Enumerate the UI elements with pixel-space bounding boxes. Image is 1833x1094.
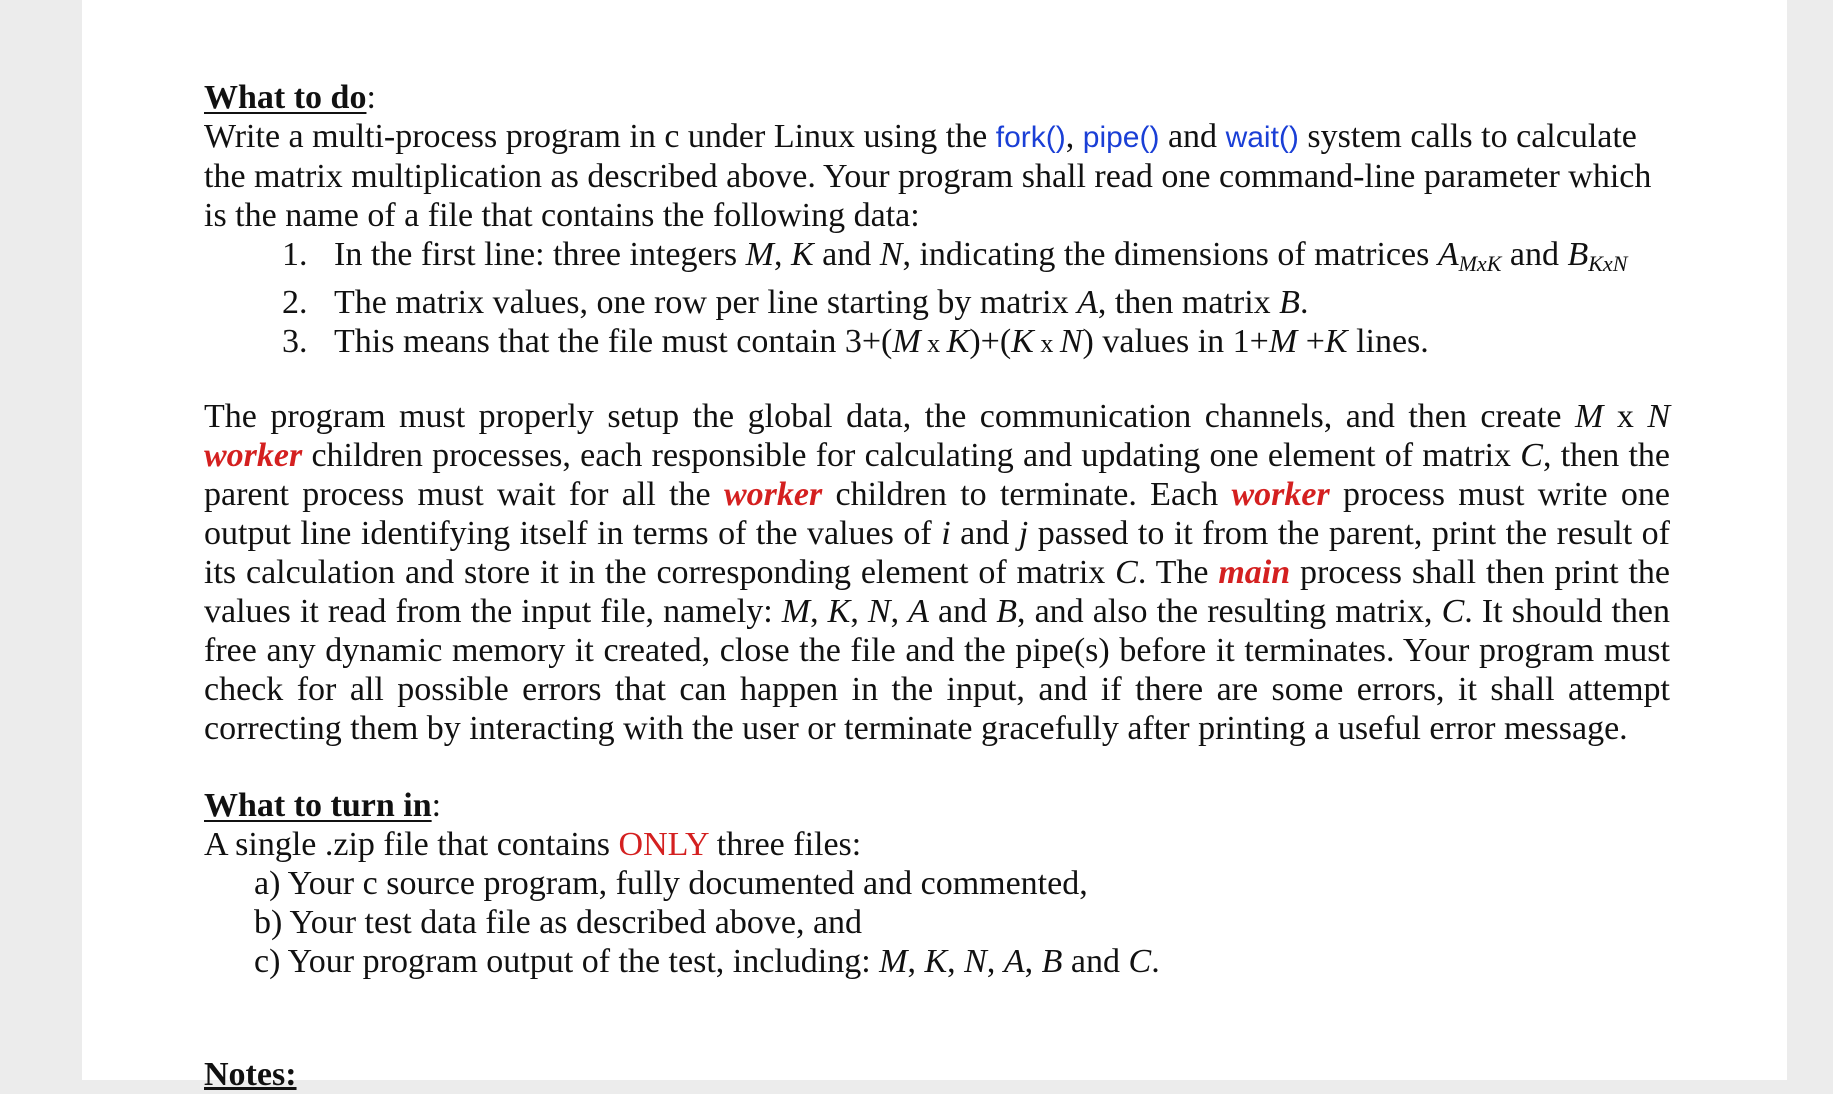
item-text: .: [1299, 284, 1309, 321]
para-text: ,: [850, 593, 868, 630]
var-A: A: [1077, 284, 1098, 321]
list-item: b) Your test data file as described above, and: [254, 904, 863, 941]
times-sign: x: [1033, 329, 1060, 358]
item-text: , then matrix: [1097, 284, 1280, 321]
list-item: [282, 283, 1670, 322]
para-text: children to terminate. Each: [822, 476, 1232, 513]
item-text: )+(: [969, 323, 1012, 360]
turn-in-intro: [204, 825, 1670, 864]
var-M: M: [1268, 323, 1298, 360]
what-to-do-intro: [204, 117, 1670, 235]
subscript-MxK: MxK: [1458, 251, 1502, 276]
item-text: ,: [986, 943, 1004, 980]
subscript-KxN: KxN: [1588, 251, 1628, 276]
intro-text: A single .zip file that contains: [204, 826, 619, 863]
item-text: ,: [773, 236, 791, 273]
intro-text: and: [1159, 118, 1226, 155]
para-text: . It should then free any dynamic memory it created, close the file and the pipe(s) before it terminates. Your program must check for all possible errors that can happen in the input, and if there are some errors, it shall attempt correcting them by interacting with the user or terminate gracefully after printing a useful error message.: [204, 593, 1670, 747]
var-C: C: [1441, 593, 1465, 630]
only-emphasis: ONLY: [618, 826, 709, 863]
times-sign: x: [920, 329, 947, 358]
what-to-do-heading-line: [204, 78, 1670, 117]
heading-colon: :: [431, 787, 442, 824]
var-i: i: [941, 515, 951, 552]
worker-term: worker: [723, 476, 823, 513]
main-term: main: [1218, 554, 1291, 591]
var-K: K: [1011, 323, 1034, 360]
item-text: lines.: [1347, 323, 1429, 360]
deliverables-list: [204, 864, 1670, 981]
var-C: C: [1128, 943, 1152, 980]
item-text: and: [1062, 943, 1129, 980]
item-text: The matrix values, one row per line starting by matrix: [334, 284, 1078, 321]
var-C: C: [1115, 554, 1138, 591]
intro-text: system calls to calculate the matrix multiplication as described above. Your program shall read one command-line parameter which is the name of a file that contains the following data:: [204, 118, 1652, 234]
document-page: [82, 0, 1787, 1093]
item-text: In the first line: three integers: [334, 236, 746, 273]
data-format-list: [204, 235, 1670, 363]
intro-text: Write a multi-process program in c under Linux using the: [204, 118, 996, 155]
intro-text: ,: [1065, 118, 1083, 155]
para-text: The program must properly setup the global data, the communication channels, and then create: [204, 398, 1575, 435]
item-text: This means that the file must contain 3+(: [334, 323, 893, 360]
intro-text: three files:: [708, 826, 862, 863]
para-text: and: [950, 515, 1019, 552]
var-K: K: [946, 323, 970, 360]
item-text: , indicating the dimensions of matrices: [902, 236, 1438, 273]
wait-call: wait(): [1225, 121, 1299, 154]
list-number: 2.: [282, 284, 308, 321]
list-number: 1.: [282, 236, 308, 273]
list-item: [282, 322, 1670, 363]
para-text: and: [928, 593, 997, 630]
what-to-do-heading: What to do: [204, 79, 367, 116]
document-content: [204, 78, 1670, 981]
list-item: a) Your c source program, fully documented and commented,: [254, 865, 1088, 902]
var-B: B: [1567, 236, 1589, 273]
spacer: [204, 748, 1670, 786]
worker-term: worker: [204, 437, 303, 474]
notes-heading: Notes:: [204, 1056, 297, 1093]
para-text: passed to it from the parent, print the result of its calculation and store it in the corresponding element of matrix: [204, 515, 1670, 591]
var-A: A: [908, 593, 929, 630]
var-A: A: [1437, 236, 1459, 273]
spacer: [204, 363, 1670, 397]
requirements-paragraph: [204, 397, 1670, 748]
item-text: c) Your program output of the test, including:: [254, 943, 880, 980]
var-N: N: [1059, 323, 1083, 360]
item-text: ,: [907, 943, 925, 980]
what-to-turn-in-heading: What to turn in: [204, 787, 432, 824]
var-K: K: [790, 236, 814, 273]
worker-term: worker: [1231, 476, 1330, 513]
item-text: +: [1297, 323, 1325, 360]
var-K: K: [1324, 323, 1348, 360]
var-M: M: [781, 593, 811, 630]
var-K: K: [924, 943, 948, 980]
fork-call: fork(): [995, 121, 1066, 154]
para-text: children processes, each responsible for calculating and updating one element of matrix: [302, 437, 1521, 474]
var-K: K: [827, 593, 851, 630]
item-text: and: [1501, 236, 1568, 273]
para-text: ,: [890, 593, 909, 630]
list-number: 3.: [282, 323, 308, 360]
var-B: B: [1041, 943, 1063, 980]
item-text: ,: [947, 943, 965, 980]
what-to-turn-in-heading-line: [204, 786, 1670, 825]
var-N: N: [964, 943, 987, 980]
item-text: ) values in 1+: [1082, 323, 1269, 360]
var-B: B: [1279, 284, 1300, 321]
heading-colon: :: [366, 79, 376, 116]
list-item: [254, 942, 1670, 981]
para-text: process must write one output line identifying itself in terms of the values of: [204, 476, 1670, 552]
var-C: C: [1520, 437, 1543, 474]
var-j: j: [1018, 515, 1029, 552]
var-A: A: [1003, 943, 1025, 980]
var-M: M: [1575, 398, 1604, 435]
var-N: N: [879, 236, 903, 273]
para-text: x: [1603, 398, 1648, 435]
list-item: [282, 235, 1670, 283]
item-text: and: [813, 236, 880, 273]
item-text: ,: [1024, 943, 1042, 980]
para-text: ,: [810, 593, 828, 630]
para-text: , then the parent process must wait for all the: [204, 437, 1670, 513]
para-text: process shall then print the values it read from the input file, namely:: [204, 554, 1670, 630]
var-B: B: [996, 593, 1017, 630]
var-N: N: [867, 593, 891, 630]
para-text: , and also the resulting matrix,: [1016, 593, 1442, 630]
var-N: N: [1647, 398, 1671, 435]
para-text: . The: [1137, 554, 1219, 591]
pipe-call: pipe(): [1082, 121, 1160, 154]
var-M: M: [745, 236, 774, 273]
item-text: .: [1151, 943, 1160, 980]
var-M: M: [879, 943, 908, 980]
var-M: M: [892, 323, 921, 360]
